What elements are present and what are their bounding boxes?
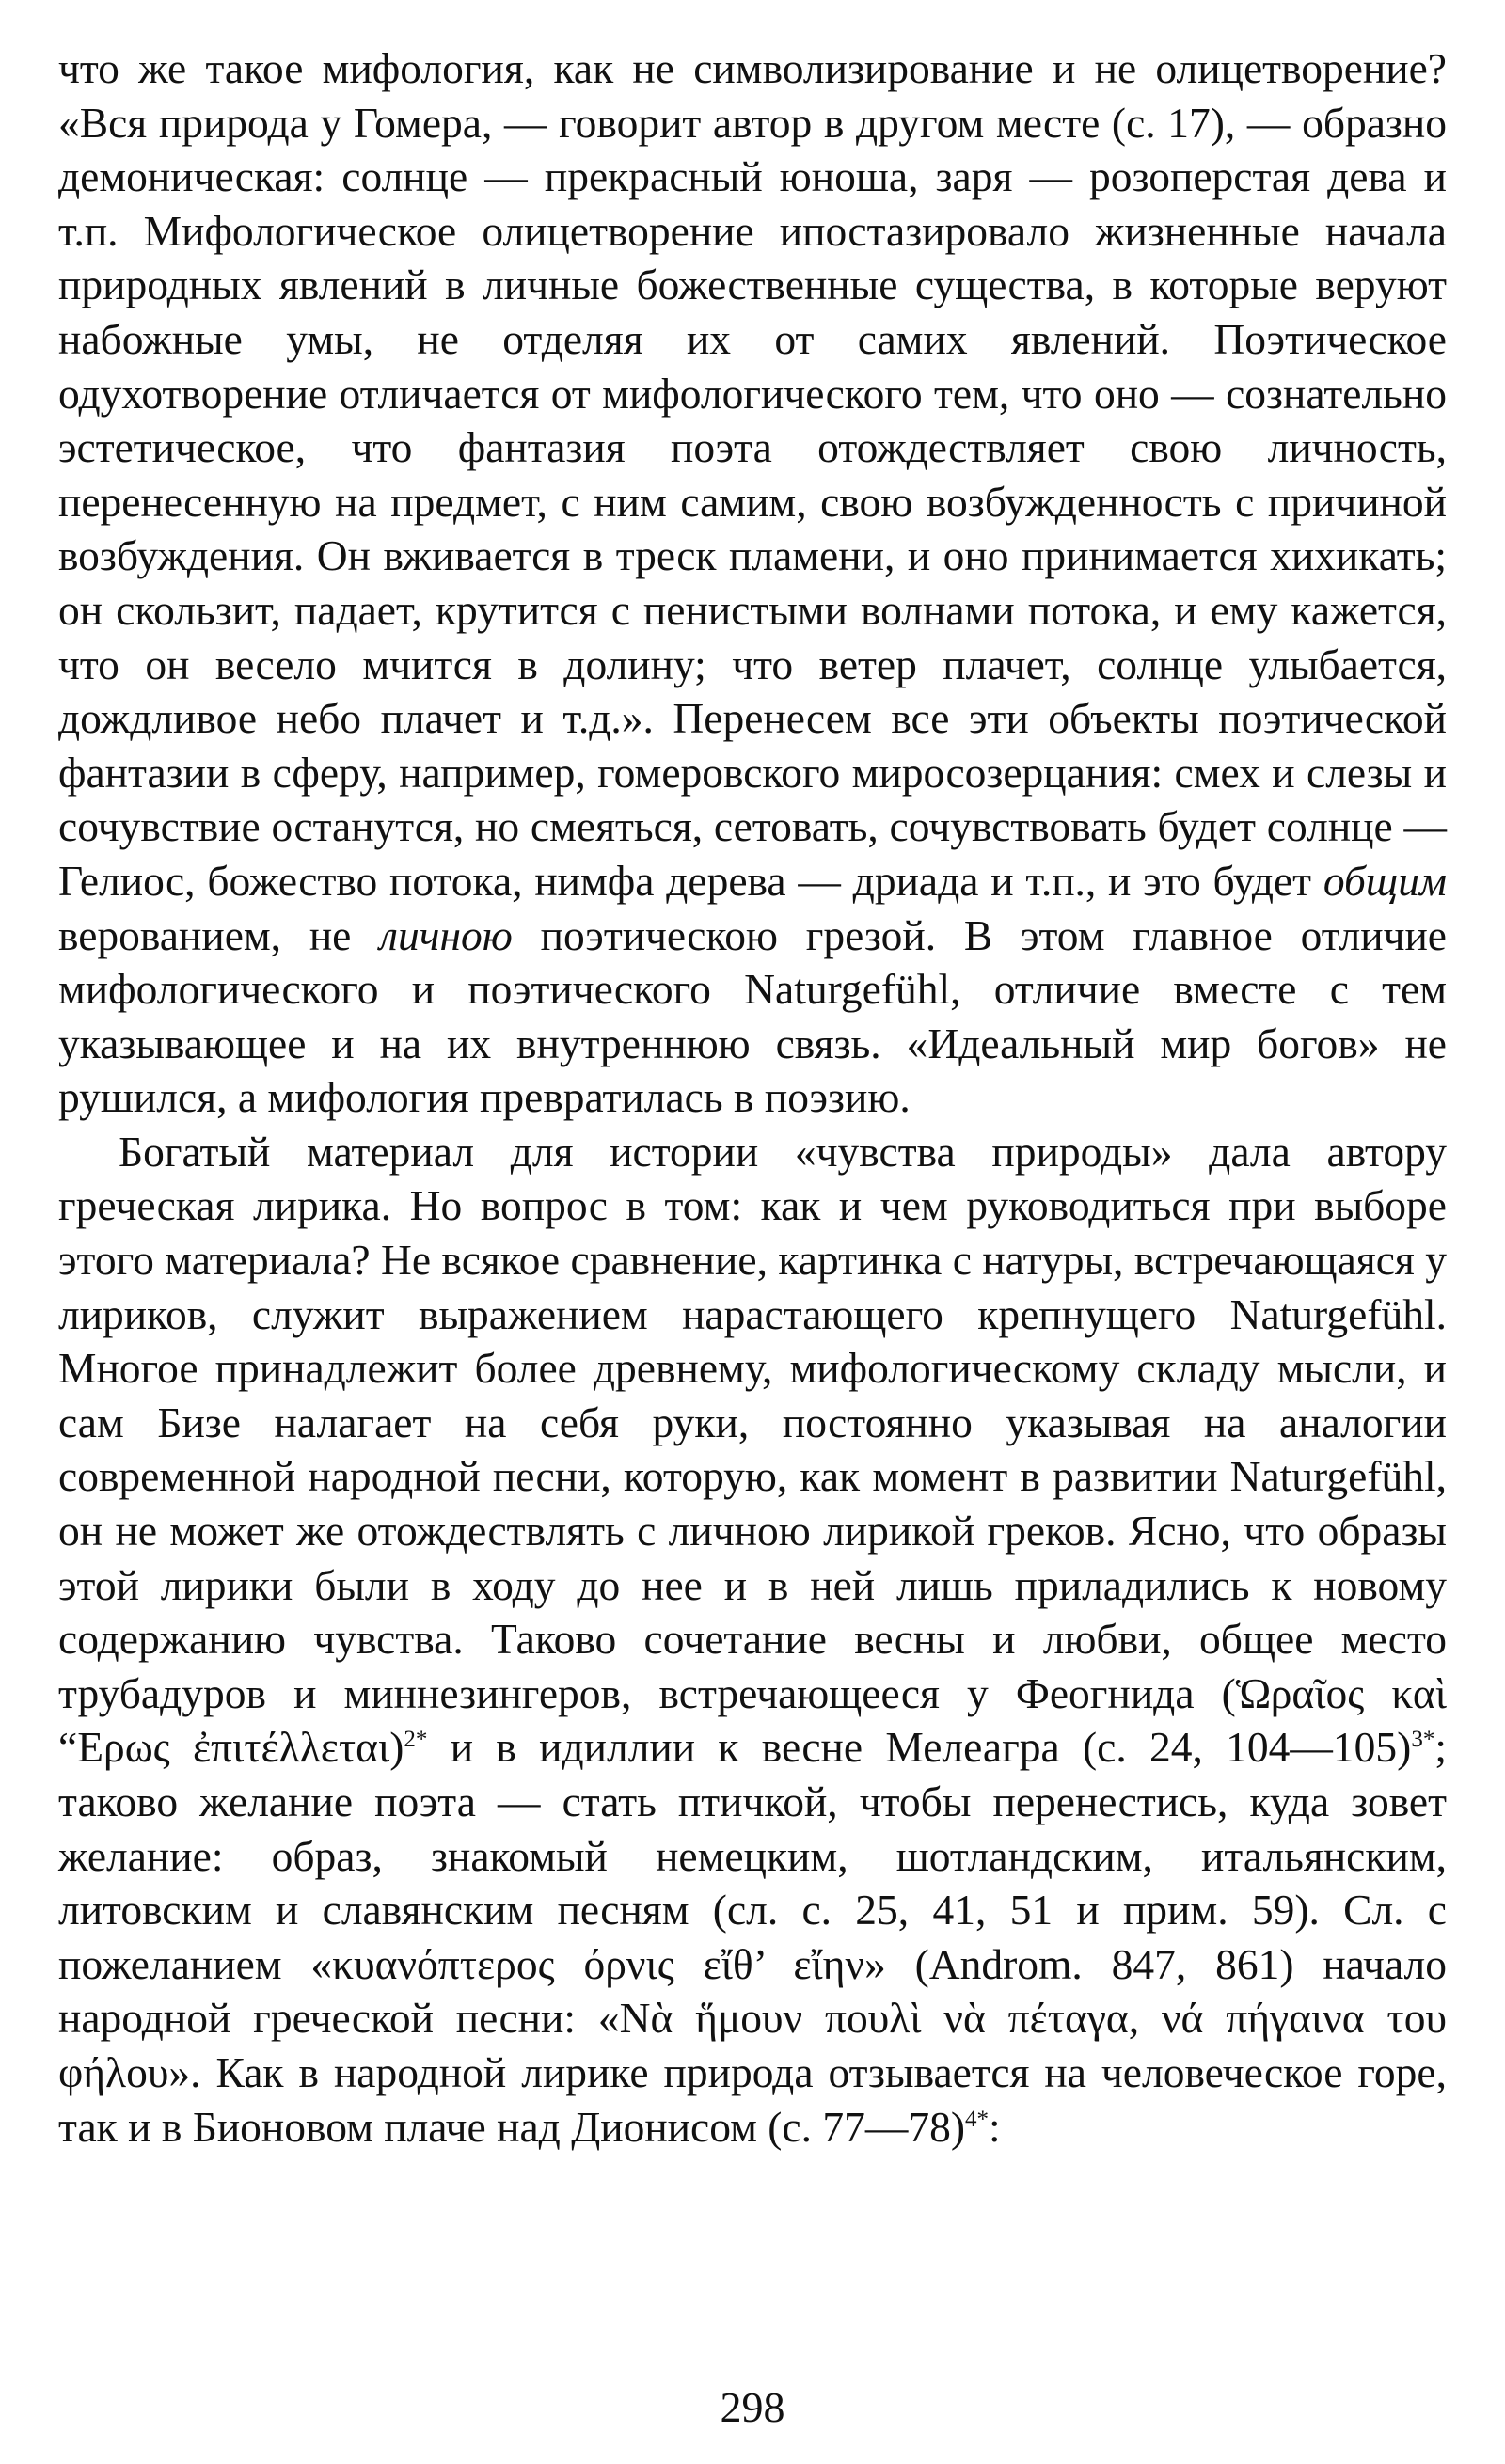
page-number: 298 xyxy=(720,2383,785,2431)
text-run: : xyxy=(989,2102,1001,2151)
paragraph-greek-lyric xyxy=(58,1125,1447,2154)
text-run: и в идиллии к весне Мелеагра (с. 24, 104—105) xyxy=(427,1723,1412,1772)
footnote-marker: 2* xyxy=(404,1727,428,1753)
emphasized-word: личною xyxy=(379,910,513,959)
text-run: поэтическою грезой. В этом главное отличие мифологического и поэтического Naturgefühl, отличие вместе с тем указывающее и на их внутреннюю связь. «Идеальный мир богов» не рушился, а мифология превратилась в поэзию. xyxy=(58,910,1448,1122)
emphasized-word: общим xyxy=(1323,856,1447,905)
paragraph-mythology xyxy=(58,41,1447,1125)
footnote-marker: 4* xyxy=(965,2106,990,2132)
text-run: Богатый материал для истории «чувства природы» дала автору греческая лирика. Но вопрос в том: как и чем руководиться при выборе этого материала? Не всякое сравнение, картинка с натуры, встречающаяся у лириков, служит выражением нарастающего крепнущего Naturgefühl. Многое принадлежит более древнему, мифологическому складу мысли, и сам Бизе налагает на себя руки, постоянно указывая на аналогии современной народной песни, которую, как момент в развитии Naturgefühl, он не может же отождествлять с личною лирикой греков. Ясно, что образы этой лирики были в ходу до нее и в ней лишь приладились к новому содержанию чувства. Таково сочетание весны и любви, общее место трубадуров и миннезингеров, встречающееся у Феогнида (Ὡραῖος καὶ “Ερως ἐπιτέλλεται) xyxy=(58,1127,1447,1772)
text-run: ; таково желание поэта — стать птичкой, чтобы перенестись, куда зовет желание: образ, знакомый немецким, шотландским, итальянским, литовским и славянским песням (сл. с. 25, 41, 51 и прим. 59). Сл. с пожеланием «κυανόπτερος όρνις εἴθ’ εἴην» (Androm. 847, 861) начало народной греческой песни: «Νὰ ἥμουν πουλὶ νὰ πέταγα, νά πήγαινα του φήλου». Как в народной лирике природа отзывается на человеческое горе, так и в Бионовом плаче над Дионисом (с. 77—78) xyxy=(58,1723,1447,2151)
page-body xyxy=(58,41,1447,2154)
text-run: верованием, не xyxy=(58,910,380,959)
footnote-marker: 3* xyxy=(1411,1727,1435,1753)
text-run: что же такое мифология, как не символизирование и не олицетворение? «Вся природа у Гомера, — говорит автор в другом месте (с. 17), — образно демоническая: солнце — прекрасный юноша, заря — розоперстая дева и т.п. Мифологическое олицетворение ипостазировало жизненные начала природных явлений в личные божественные существа, в которые веруют набожные умы, не отделяя их от самих явлений. Поэтическое одухотворение отличается от мифологического тем, что оно — сознательно эстетическое, что фантазия поэта отождествляет свою личность, перенесенную на предмет, с ним самим, свою возбужденность с причиной возбуждения. Он вживается в треск пламени, и оно принимается хихикать; он скользит, падает, крутится с пенистыми волнами потока, и ему кажется, что он весело мчится в долину; что ветер плачет, солнце улыбается, дождливое небо плачет и т.д.». Перенесем все эти объекты поэтической фантазии в сферу, например, гомеровского миросозерцания: смех и слезы и сочувствие останутся, но смеяться, сетовать, сочувствовать будет солнце — Гелиос, божество потока, нимфа дерева — дриада и т.п., и это будет xyxy=(58,44,1447,905)
